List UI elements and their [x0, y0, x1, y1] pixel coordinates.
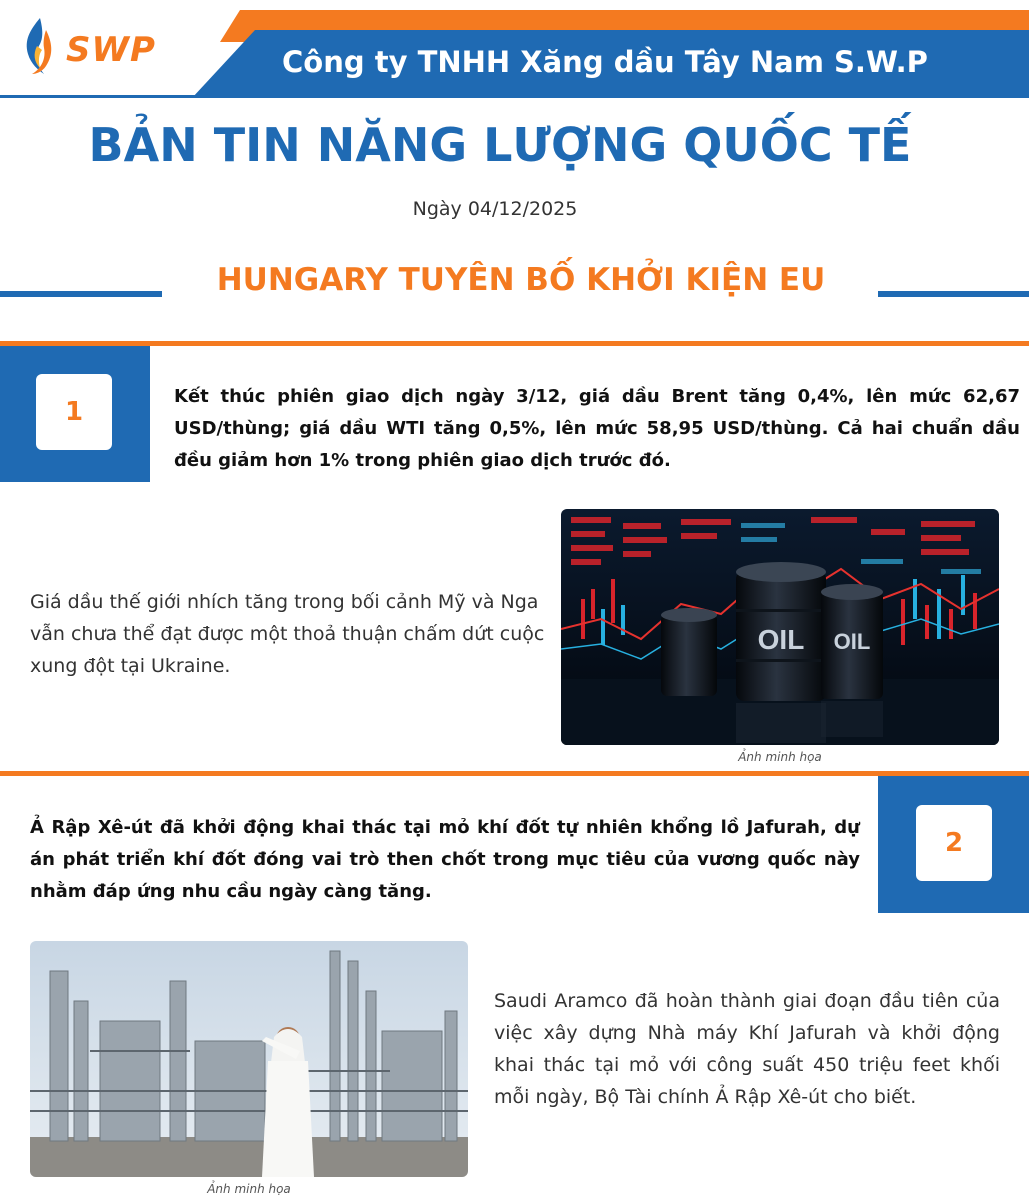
- section-2-caption: Ảnh minh họa: [207, 1182, 291, 1196]
- bulletin-date: Ngày 04/12/2025: [412, 198, 578, 220]
- bulletin-title: BẢN TIN NĂNG LƯỢNG QUỐC TẾ: [88, 118, 912, 172]
- section-2-rule: [0, 771, 1029, 776]
- logo-text: SWP: [66, 30, 156, 70]
- gas-plant-image: [30, 941, 468, 1177]
- company-name: Công ty TNHH Xăng dầu Tây Nam S.W.P: [282, 45, 928, 79]
- section-1-caption: Ảnh minh họa: [738, 750, 822, 764]
- section-2-lead: Ả Rập Xê-út đã khởi động khai thác tại mỏ khí đốt tự nhiên khổng lồ Jafurah, dự án phát triển khí đốt đóng vai trò then chốt trong mục tiêu của vương quốc này nhằm đáp ứng nhu cầu ngày càng tăng.: [30, 817, 860, 902]
- header-underline: [0, 95, 200, 98]
- section-2-number: 2: [916, 805, 992, 881]
- section-1-body: Giá dầu thế giới nhích tăng trong bối cảnh Mỹ và Nga vẫn chưa thể đạt được một thoả thuận chấm dứt cuộc xung đột tại Ukraine.: [30, 591, 545, 677]
- headline-rule-left: [0, 291, 162, 297]
- headline-rule-right: [878, 291, 1029, 297]
- oil-barrels-image: [561, 509, 999, 745]
- section-1-lead: Kết thúc phiên giao dịch ngày 3/12, giá dầu Brent tăng 0,4%, lên mức 62,67 USD/thùng; giá dầu WTI tăng 0,5%, lên mức 58,95 USD/thùng. Cả hai chuẩn dầu đều giảm hơn 1% trong phiên giao dịch trước đó.: [174, 386, 1020, 471]
- headline: HUNGARY TUYÊN BỐ KHỞI KIỆN EU: [216, 262, 826, 298]
- oil-label-2: OIL: [833, 629, 871, 654]
- section-2-body: Saudi Aramco đã hoàn thành giai đoạn đầu tiên của việc xây dựng Nhà máy Khí Jafurah và khởi động khai thác tại mỏ với công suất 450 triệu feet khối mỗi ngày, Bộ Tài chính Ả Rập Xê-út cho biết.: [494, 990, 1000, 1108]
- oil-label-1: OIL: [757, 624, 805, 655]
- flame-logo-icon: [22, 16, 56, 78]
- section-1-rule: [0, 341, 1029, 346]
- section-1-number: 1: [36, 374, 112, 450]
